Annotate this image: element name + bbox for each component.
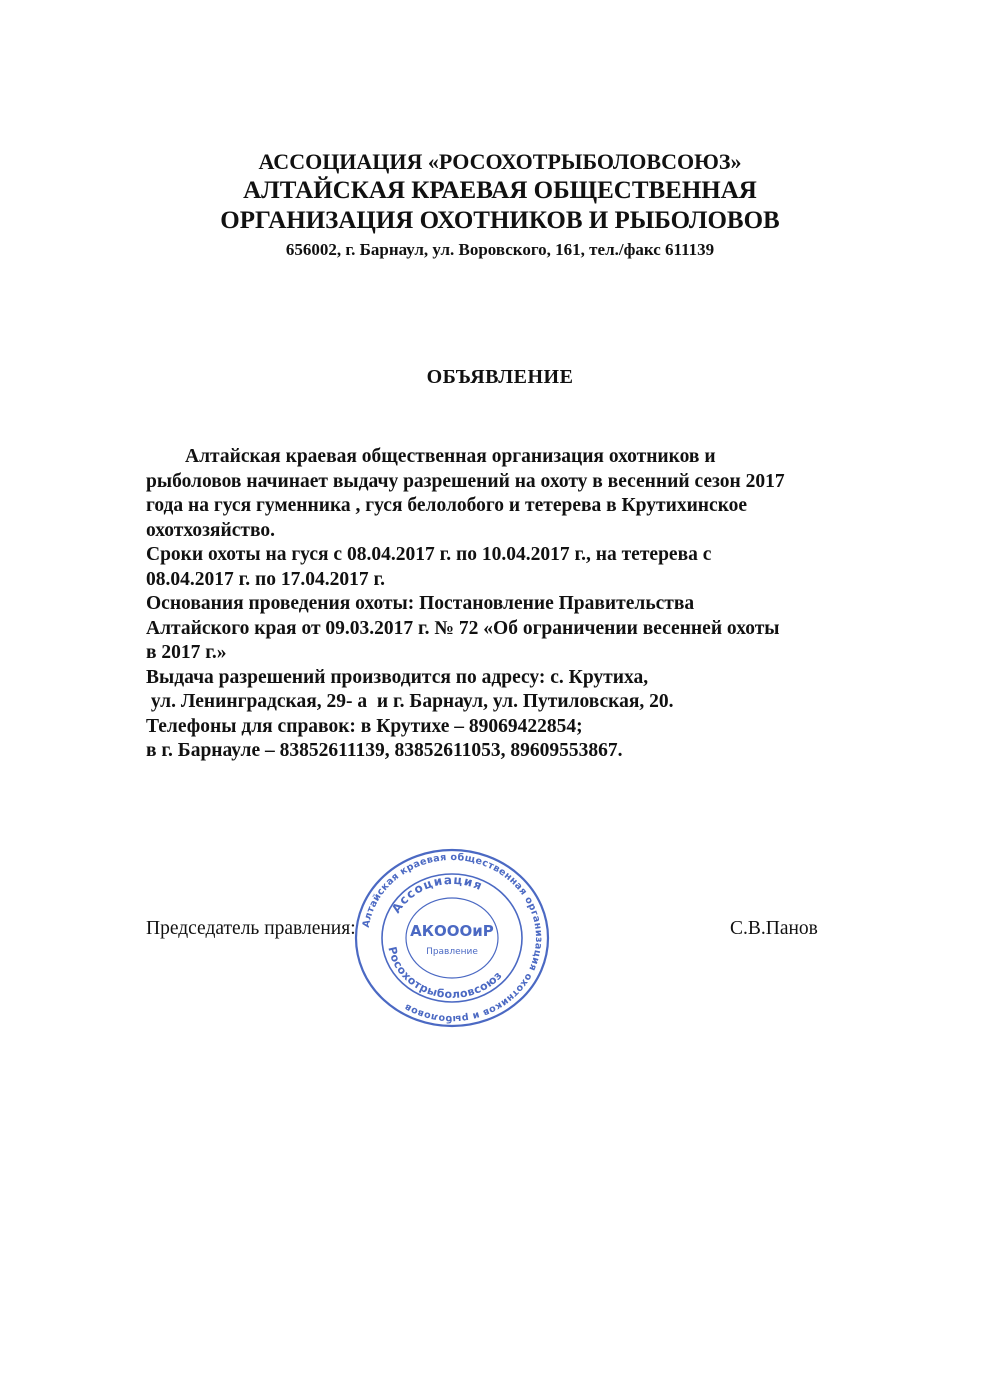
association-name: АССОЦИАЦИЯ «РОСОХОТРЫБОЛОВСОЮЗ» [258,149,742,174]
body-line: Выдача разрешений производится по адресу: с. Крутиха, [146,666,649,688]
body-line: в 2017 г.» [146,642,227,663]
body-line: Алтайского края от 09.03.2017 г. № 72 «Об ограничении весенней охоты [146,617,780,639]
body-line: ул. Ленинградская, 29- а и г. Барнаул, ул. Путиловская, 20. [146,691,674,712]
document-title: ОБЪЯВЛЕНИЕ [426,366,574,388]
organization-name-line2: ОРГАНИЗАЦИЯ ОХОТНИКОВ И РЫБОЛОВОВ [220,207,780,234]
body-line: Сроки охоты на гуся с 08.04.2017 г. по 10.04.2017 г., на тетерева с [146,544,712,565]
body-line: Основания проведения охоты: Постановление Правительства [146,593,695,614]
organization-address: 656002, г. Барнаул, ул. Воровского, 161, тел./факс 611139 [285,240,715,259]
svg-text:Правление: Правление [426,947,478,957]
letterhead [0,148,1000,262]
body-line: 08.04.2017 г. по 17.04.2017 г. [146,568,386,590]
signatory-role: Председатель правления: [146,918,356,939]
body-line: Телефоны для справок: в Крутихе – 89069422854; [146,715,583,737]
body-line: в г. Барнауле – 83852611139, 83852611053, 89609553867. [146,740,623,761]
body-line: года на гуся гуменника , гуся белолобого и тетерева в Крутихинское [146,495,748,516]
organization-name-line1: АЛТАЙСКАЯ КРАЕВАЯ ОБЩЕСТВЕННАЯ [243,177,757,204]
announcement-body [146,445,906,764]
svg-text:Ассоциация: Ассоциация [388,872,486,916]
body-line: рыболовов начинает выдачу разрешений на охоту в весенний сезон 2017 [146,470,785,492]
organization-stamp [352,848,552,1028]
svg-text:Росохотрыболовсоюз: Росохотрыболовсоюз [385,945,505,1002]
body-line: охотхозяйство. [146,519,275,541]
body-line: Алтайская краевая общественная организация охотников и [146,446,716,467]
signatory-name: С.В.Панов [730,918,818,939]
svg-text:Алтайская краевая общественная: Алтайская краевая общественная организация охотников и рыболовов [360,851,545,1025]
svg-text:АКОООиР: АКОООиР [410,922,494,940]
